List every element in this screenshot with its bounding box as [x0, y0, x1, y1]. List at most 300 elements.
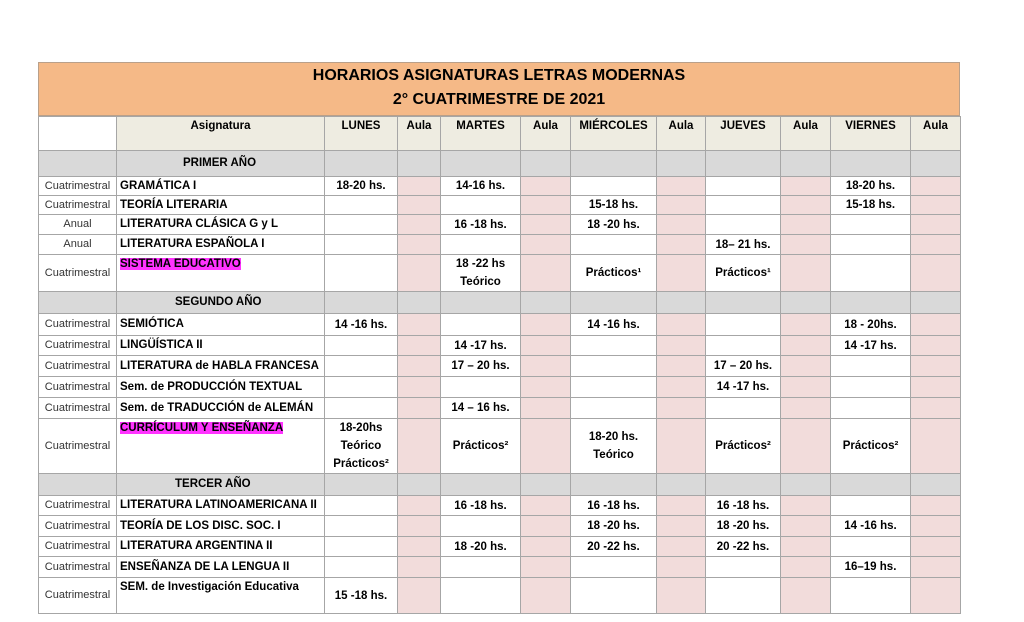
time-cell	[325, 255, 398, 292]
subject-name: CURRÍCULUM Y ENSEÑANZA	[120, 422, 284, 434]
time-slot: 14 -16 hs.	[334, 318, 388, 331]
time-cell	[706, 516, 781, 537]
subject-name: LINGÜÍSTICA II	[120, 339, 203, 351]
aula-cell	[398, 215, 441, 235]
subject-cell	[117, 557, 325, 578]
time-cell	[571, 177, 657, 196]
subject-name: LITERATURA CLÁSICA G y L	[120, 218, 279, 230]
year-row-blank	[781, 474, 831, 496]
aula-cell	[911, 377, 961, 398]
time-cell	[571, 537, 657, 557]
time-slot: 17 – 20 hs.	[451, 360, 510, 372]
time-slot: 14-16 hs.	[455, 180, 506, 192]
year-row	[39, 292, 961, 314]
time-cell	[571, 398, 657, 419]
aula-cell	[521, 356, 571, 377]
time-cell	[831, 196, 911, 215]
time-cell	[441, 537, 521, 557]
year-row-blank	[39, 292, 117, 314]
aula-cell	[521, 215, 571, 235]
year-row-blank	[571, 151, 657, 177]
subject-name: ENSEÑANZA DE LA LENGUA II	[120, 560, 290, 573]
aula-cell	[911, 177, 961, 196]
aula-cell	[911, 537, 961, 557]
time-slot: 18– 21 hs.	[715, 238, 771, 251]
time-cell	[441, 516, 521, 537]
time-cell	[325, 356, 398, 377]
aula-cell	[521, 377, 571, 398]
time-cell	[706, 336, 781, 356]
subject-cell	[117, 419, 325, 474]
time-cell	[706, 398, 781, 419]
year-row-blank	[657, 151, 706, 177]
time-slot: 14 – 16 hs.	[451, 402, 510, 414]
time-cell	[831, 537, 911, 557]
subject-cell	[117, 235, 325, 255]
header-aula: Aula	[657, 117, 706, 151]
aula-cell	[781, 356, 831, 377]
year-row-blank	[781, 151, 831, 177]
aula-cell	[398, 419, 441, 474]
subject-row	[39, 314, 961, 336]
header-aula: Aula	[521, 117, 571, 151]
subject-name: SISTEMA EDUCATIVO	[120, 258, 241, 270]
header-day: MARTES	[441, 117, 521, 151]
aula-cell	[781, 578, 831, 614]
header-day: JUEVES	[706, 117, 781, 151]
time-cell	[325, 496, 398, 516]
time-cell	[706, 377, 781, 398]
time-slot: 18 -20 hs.	[587, 218, 640, 231]
aula-cell	[911, 516, 961, 537]
aula-cell	[521, 314, 571, 336]
time-cell	[706, 177, 781, 196]
aula-cell	[781, 255, 831, 292]
course-type: Cuatrimestral	[39, 496, 117, 516]
aula-cell	[521, 557, 571, 578]
time-cell	[325, 215, 398, 235]
aula-cell	[781, 177, 831, 196]
aula-cell	[398, 516, 441, 537]
year-row-blank	[398, 474, 441, 496]
aula-cell	[521, 255, 571, 292]
time-cell	[441, 419, 521, 474]
aula-cell	[398, 496, 441, 516]
time-slot: 17 – 20 hs.	[713, 360, 773, 372]
aula-cell	[521, 196, 571, 215]
header-day: MIÉRCOLES	[571, 117, 657, 151]
header-aula: Aula	[911, 117, 961, 151]
time-cell	[441, 578, 521, 614]
time-cell	[325, 377, 398, 398]
year-label: TERCER AÑO	[117, 474, 325, 496]
subject-row	[39, 235, 961, 255]
aula-cell	[911, 196, 961, 215]
time-cell	[325, 557, 398, 578]
year-row-blank	[325, 474, 398, 496]
time-slot: 18 - 20hs.	[844, 318, 897, 331]
time-cell	[441, 215, 521, 235]
aula-cell	[398, 537, 441, 557]
time-slot: Prácticos²	[842, 440, 899, 452]
time-cell	[706, 314, 781, 336]
subject-cell	[117, 356, 325, 377]
time-cell	[441, 196, 521, 215]
time-cell	[571, 314, 657, 336]
aula-cell	[657, 215, 706, 235]
aula-cell	[657, 336, 706, 356]
course-type: Cuatrimestral	[39, 356, 117, 377]
time-slot: 18 -20 hs.	[454, 540, 507, 553]
aula-cell	[398, 177, 441, 196]
subject-cell	[117, 196, 325, 215]
time-cell	[706, 255, 781, 292]
subject-row	[39, 516, 961, 537]
aula-cell	[657, 537, 706, 557]
time-slot: 14 -16 hs.	[587, 318, 640, 331]
time-slot: 18-20 hs. Teórico	[588, 431, 639, 461]
schedule-table	[38, 116, 961, 614]
time-cell	[325, 578, 398, 614]
subject-cell	[117, 177, 325, 196]
subject-cell	[117, 255, 325, 292]
aula-cell	[521, 336, 571, 356]
aula-cell	[911, 557, 961, 578]
time-slot: 16 -18 hs.	[716, 499, 770, 512]
aula-cell	[781, 336, 831, 356]
header-aula: Aula	[781, 117, 831, 151]
year-label: SEGUNDO AÑO	[117, 292, 325, 314]
subject-name: LITERATURA ARGENTINA II	[120, 540, 273, 552]
aula-cell	[911, 235, 961, 255]
subject-name: SEMIÓTICA	[120, 318, 184, 330]
year-row	[39, 474, 961, 496]
aula-cell	[521, 177, 571, 196]
year-row-blank	[831, 474, 911, 496]
header-corner	[39, 117, 117, 151]
time-cell	[831, 356, 911, 377]
time-slot: 20 -22 hs.	[716, 540, 770, 553]
subject-row	[39, 537, 961, 557]
year-row	[39, 151, 961, 177]
year-row-blank	[521, 151, 571, 177]
time-cell	[831, 578, 911, 614]
year-row-blank	[441, 292, 521, 314]
time-slot: 14 -17 hs.	[844, 339, 897, 352]
aula-cell	[398, 578, 441, 614]
time-cell	[706, 215, 781, 235]
aula-cell	[657, 255, 706, 292]
year-row-blank	[706, 474, 781, 496]
year-row-blank	[781, 292, 831, 314]
time-cell	[571, 516, 657, 537]
time-cell	[571, 419, 657, 474]
year-row-blank	[911, 474, 961, 496]
subject-name: LITERATURA de HABLA FRANCESA	[120, 359, 319, 372]
aula-cell	[521, 496, 571, 516]
aula-cell	[521, 398, 571, 419]
subject-row	[39, 557, 961, 578]
time-slot: 15 -18 hs.	[334, 589, 388, 602]
time-cell	[441, 314, 521, 336]
aula-cell	[911, 356, 961, 377]
subject-cell	[117, 537, 325, 557]
subject-row	[39, 578, 961, 614]
time-slot: 14 -17 hs.	[716, 381, 770, 393]
time-cell	[831, 377, 911, 398]
time-slot: Prácticos¹	[715, 267, 771, 279]
aula-cell	[657, 557, 706, 578]
time-slot: 18 -20 hs.	[716, 520, 770, 532]
time-cell	[441, 177, 521, 196]
aula-cell	[911, 255, 961, 292]
aula-cell	[657, 398, 706, 419]
aula-cell	[781, 557, 831, 578]
year-row-blank	[706, 151, 781, 177]
time-cell	[831, 496, 911, 516]
aula-cell	[781, 377, 831, 398]
aula-cell	[398, 235, 441, 255]
time-cell	[441, 235, 521, 255]
aula-cell	[657, 578, 706, 614]
time-cell	[831, 255, 911, 292]
aula-cell	[398, 196, 441, 215]
aula-cell	[657, 177, 706, 196]
time-cell	[706, 196, 781, 215]
time-cell	[325, 314, 398, 336]
aula-cell	[911, 314, 961, 336]
time-cell	[325, 516, 398, 537]
subject-name: LITERATURA ESPAÑOLA I	[120, 238, 265, 250]
header-row	[39, 117, 961, 151]
aula-cell	[657, 235, 706, 255]
aula-cell	[911, 419, 961, 474]
aula-cell	[781, 398, 831, 419]
aula-cell	[911, 398, 961, 419]
year-row-blank	[521, 474, 571, 496]
title-line-1: HORARIOS ASIGNATURAS LETRAS MODERNAS	[312, 67, 686, 84]
aula-cell	[781, 235, 831, 255]
course-type: Cuatrimestral	[39, 578, 117, 614]
subject-cell	[117, 215, 325, 235]
time-cell	[441, 398, 521, 419]
time-slot: 15-18 hs.	[588, 199, 639, 211]
time-cell	[706, 537, 781, 557]
time-cell	[571, 235, 657, 255]
course-type: Cuatrimestral	[39, 537, 117, 557]
time-slot: 18 -20 hs.	[587, 520, 640, 532]
subject-name: GRAMÁTICA I	[120, 179, 197, 192]
time-cell	[571, 578, 657, 614]
year-label: PRIMER AÑO	[117, 151, 325, 177]
subject-row	[39, 356, 961, 377]
course-type: Cuatrimestral	[39, 377, 117, 398]
aula-cell	[398, 314, 441, 336]
year-row-blank	[398, 292, 441, 314]
time-cell	[831, 215, 911, 235]
subject-row	[39, 255, 961, 292]
time-cell	[441, 255, 521, 292]
schedule-title-banner	[38, 62, 960, 116]
time-slot: 20 -22 hs.	[587, 540, 640, 553]
aula-cell	[521, 516, 571, 537]
time-cell	[325, 196, 398, 215]
aula-cell	[781, 496, 831, 516]
subject-cell	[117, 398, 325, 419]
year-row-blank	[325, 151, 398, 177]
course-type: Cuatrimestral	[39, 314, 117, 336]
year-row-blank	[39, 474, 117, 496]
time-slot: 14 -17 hs.	[454, 339, 507, 352]
aula-cell	[521, 419, 571, 474]
aula-cell	[398, 398, 441, 419]
year-row-blank	[831, 292, 911, 314]
time-cell	[441, 336, 521, 356]
aula-cell	[781, 196, 831, 215]
subject-name: TEORÍA DE LOS DISC. SOC. I	[120, 519, 281, 532]
title-line-2: 2° CUATRIMESTRE DE 2021	[392, 91, 606, 108]
time-cell	[571, 356, 657, 377]
aula-cell	[657, 516, 706, 537]
subject-name: LITERATURA LATINOAMERICANA II	[120, 499, 317, 511]
time-cell	[441, 377, 521, 398]
year-row-blank	[398, 151, 441, 177]
time-slot: 18 -22 hs Teórico	[455, 258, 506, 288]
aula-cell	[521, 235, 571, 255]
time-cell	[706, 235, 781, 255]
aula-cell	[911, 215, 961, 235]
time-slot: 18-20 hs.	[336, 180, 386, 192]
time-cell	[831, 516, 911, 537]
time-cell	[571, 255, 657, 292]
subject-cell	[117, 516, 325, 537]
time-slot: Prácticos¹	[585, 267, 642, 279]
course-type: Cuatrimestral	[39, 255, 117, 292]
year-row-blank	[571, 292, 657, 314]
time-slot: 16 -18 hs.	[454, 218, 507, 231]
course-type: Anual	[39, 235, 117, 255]
time-cell	[571, 496, 657, 516]
header-day: VIERNES	[831, 117, 911, 151]
time-slot: 15-18 hs.	[845, 199, 896, 211]
time-cell	[706, 557, 781, 578]
aula-cell	[781, 314, 831, 336]
subject-row	[39, 336, 961, 356]
course-type: Cuatrimestral	[39, 398, 117, 419]
time-cell	[325, 177, 398, 196]
subject-cell	[117, 336, 325, 356]
subject-row	[39, 177, 961, 196]
course-type: Cuatrimestral	[39, 196, 117, 215]
subject-cell	[117, 377, 325, 398]
aula-cell	[398, 377, 441, 398]
time-cell	[325, 537, 398, 557]
subject-cell	[117, 314, 325, 336]
time-cell	[325, 398, 398, 419]
time-cell	[325, 235, 398, 255]
year-row-blank	[911, 292, 961, 314]
aula-cell	[911, 578, 961, 614]
time-cell	[571, 377, 657, 398]
aula-cell	[398, 255, 441, 292]
year-row-blank	[325, 292, 398, 314]
subject-cell	[117, 578, 325, 614]
aula-cell	[398, 557, 441, 578]
time-cell	[706, 496, 781, 516]
time-cell	[831, 398, 911, 419]
header-aula: Aula	[398, 117, 441, 151]
time-cell	[571, 336, 657, 356]
subject-row	[39, 377, 961, 398]
course-type: Cuatrimestral	[39, 557, 117, 578]
aula-cell	[521, 578, 571, 614]
subject-name: Sem. de PRODUCCIÓN TEXTUAL	[120, 380, 303, 393]
header-day: LUNES	[325, 117, 398, 151]
year-row-blank	[911, 151, 961, 177]
aula-cell	[657, 356, 706, 377]
subject-row	[39, 496, 961, 516]
aula-cell	[657, 314, 706, 336]
subject-name: Sem. de TRADUCCIÓN de ALEMÁN	[120, 401, 314, 414]
year-row-blank	[571, 474, 657, 496]
time-cell	[831, 336, 911, 356]
year-row-blank	[521, 292, 571, 314]
time-cell	[706, 419, 781, 474]
time-cell	[831, 557, 911, 578]
time-slot: 16–19 hs.	[844, 561, 897, 573]
time-cell	[831, 235, 911, 255]
time-cell	[441, 557, 521, 578]
time-slot: 18-20hs Teórico Prácticos²	[333, 422, 389, 470]
time-cell	[831, 419, 911, 474]
aula-cell	[657, 196, 706, 215]
year-row-blank	[831, 151, 911, 177]
subject-row	[39, 215, 961, 235]
course-type: Anual	[39, 215, 117, 235]
aula-cell	[521, 537, 571, 557]
time-cell	[571, 215, 657, 235]
course-type: Cuatrimestral	[39, 177, 117, 196]
subject-row	[39, 419, 961, 474]
subject-cell	[117, 496, 325, 516]
subject-row	[39, 398, 961, 419]
aula-cell	[657, 377, 706, 398]
time-cell	[441, 356, 521, 377]
time-cell	[831, 314, 911, 336]
year-row-blank	[441, 151, 521, 177]
header-asignatura: Asignatura	[117, 117, 325, 151]
course-type: Cuatrimestral	[39, 516, 117, 537]
subject-row	[39, 196, 961, 215]
aula-cell	[398, 356, 441, 377]
time-cell	[325, 419, 398, 474]
course-type: Cuatrimestral	[39, 419, 117, 474]
time-cell	[706, 356, 781, 377]
time-cell	[325, 336, 398, 356]
aula-cell	[781, 419, 831, 474]
time-cell	[571, 196, 657, 215]
time-slot: 14 -16 hs.	[844, 520, 897, 532]
time-cell	[441, 496, 521, 516]
course-type: Cuatrimestral	[39, 336, 117, 356]
subject-name: TEORÍA LITERARIA	[120, 198, 228, 211]
aula-cell	[911, 496, 961, 516]
time-slot: 16 -18 hs.	[454, 499, 507, 512]
time-slot: Prácticos²	[452, 440, 509, 452]
time-slot: 16 -18 hs.	[587, 499, 640, 512]
aula-cell	[781, 537, 831, 557]
aula-cell	[781, 215, 831, 235]
